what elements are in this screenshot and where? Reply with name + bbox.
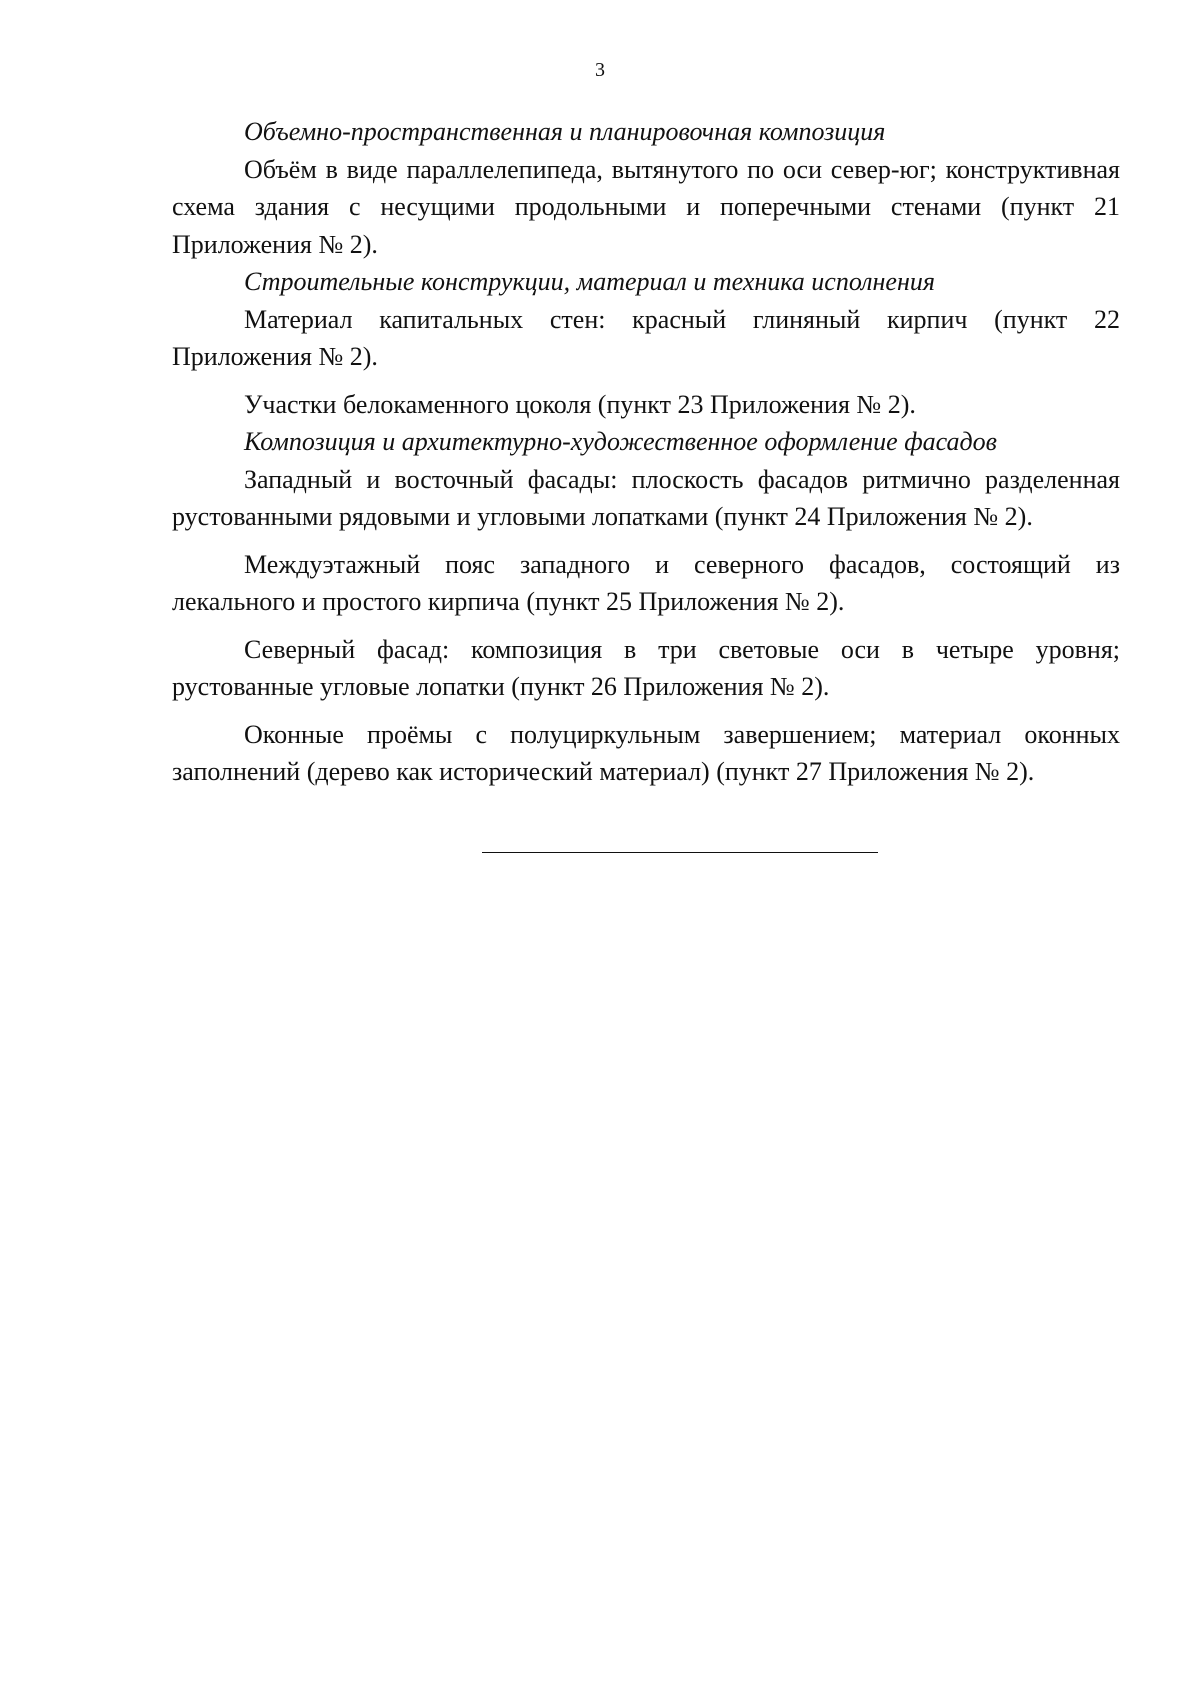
paragraph-west-east-facades: Западный и восточный фасады: плоскость фасадов ритмично разделенная рустованными рядовыми и угловыми лопатками (пункт 24 Приложения № 2).: [172, 464, 1120, 531]
document-body: [172, 113, 1120, 791]
section-heading-volume-composition: Объемно-пространственная и планировочная композиция: [244, 117, 886, 146]
paragraph-window-openings: Оконные проёмы с полуциркульным завершением; материал оконных заполнений (дерево как исторический материал) (пункт 27 Приложения № 2).: [172, 719, 1120, 786]
paragraph-plinth: Участки белокаменного цоколя (пункт 23 Приложения № 2).: [244, 389, 916, 419]
paragraph-interfloor-belt: Междуэтажный пояс западного и северного фасадов, состоящий из лекального и простого кирпича (пункт 25 Приложения № 2).: [172, 549, 1120, 616]
page-number: 3: [595, 59, 605, 81]
section-heading-facades: Композиция и архитектурно-художественное оформление фасадов: [244, 427, 997, 456]
end-divider-line: [482, 852, 878, 853]
section-heading-structures: Строительные конструкции, материал и техника исполнения: [244, 267, 935, 296]
paragraph-volume: Объём в виде параллелепипеда, вытянутого по оси север-юг; конструктивная схема здания с несущими продольными и поперечными стенами (пункт 21 Приложения № 2).: [172, 154, 1120, 259]
paragraph-north-facade: Северный фасад: композиция в три световые оси в четыре уровня; рустованные угловые лопатки (пункт 26 Приложения № 2).: [172, 634, 1120, 701]
paragraph-wall-material: Материал капитальных стен: красный глиняный кирпич (пункт 22 Приложения № 2).: [172, 304, 1120, 371]
